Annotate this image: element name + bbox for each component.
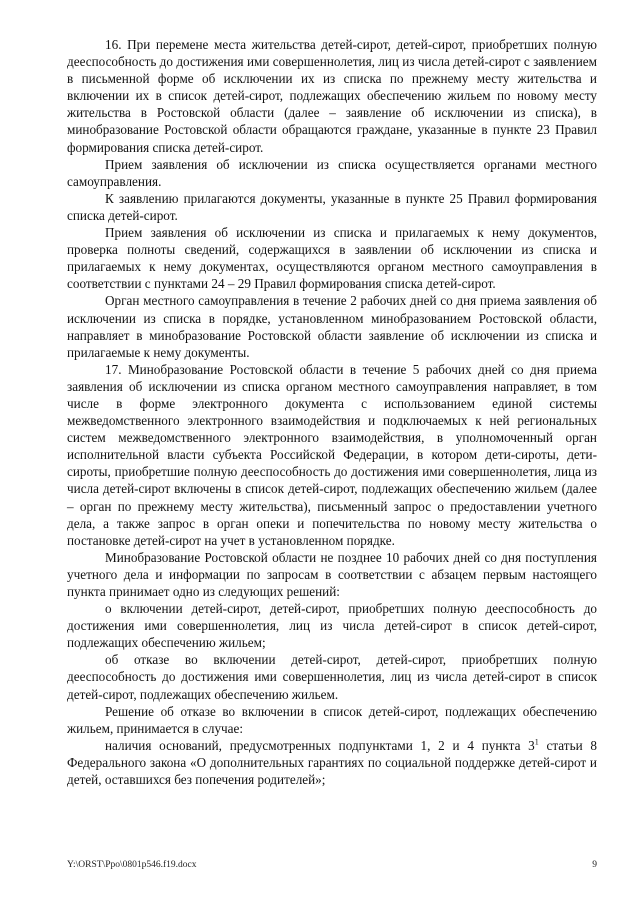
paragraph-17: 17. Минобразование Ростовской области в течение 5 рабочих дней со дня приема заявления об исключении из списка органом местного самоуправления направляет, в том числе в форме электронного документа с использованием единой системы межведомственного электронного взаимодействия и подключаемых к ней региональных систем межведомственного электронного взаимодействия, в уполномоченный орган исполнительной власти субъекта Российской Федерации, в котором дети-сироты, дети-сироты, приобретшие полную дееспособность до достижения ими совершеннолетия, лица из числа детей-сирот включены в список детей-сирот, подлежащих обеспечению жильем (далее – орган по прежнему месту жительства), письменный запрос о предоставлении учетного дела, а также запрос в орган опеки и попечительства по новому месту жительства о постановке детей-сирот на учет в установленном порядке.	[67, 361, 597, 548]
superscript: 1	[534, 737, 539, 747]
paragraph: о включении детей-сирот, детей-сирот, приобретших полную дееспособность до достижения ими совершеннолетия, лиц из числа детей-сирот в список детей-сирот, подлежащих обеспечению жильем;	[67, 601, 597, 651]
paragraph: Орган местного самоуправления в течение 2 рабочих дней со дня приема заявления об исключении из списка в порядке, установленном минобразованием Ростовской области, направляет в минобразование Ростовской области заявление об исключении из списка и прилагаемые к нему документы.	[67, 293, 597, 360]
paragraph: Минобразование Ростовской области не позднее 10 рабочих дней со дня поступления учетного дела и информации по запросам в соответствии с абзацем первым настоящего пункта принимает одно из следующих решений:	[67, 549, 597, 599]
paragraph: К заявлению прилагаются документы, указанные в пункте 25 Правил формирования списка детей-сирот.	[67, 190, 597, 223]
paragraph: об отказе во включении детей-сирот, детей-сирот, приобретших полную дееспособность до достижения ими совершеннолетия, лиц из числа детей-сирот в список детей-сирот, подлежащих обеспечению жильем.	[67, 652, 597, 702]
paragraph-text-end: статьи 8 Федерального закона «О дополнительных гарантиях по социальной поддержке детей-сирот и детей, оставшихся без попечения родителей»;	[67, 737, 597, 788]
paragraph-text-start: наличия оснований, предусмотренных подпунктами 1, 2 и 4 пункта 3	[105, 737, 535, 753]
document-body	[67, 36, 597, 788]
paragraph-with-footnote	[67, 737, 597, 788]
paragraph: Прием заявления об исключении из списка и прилагаемых к нему документов, проверка полноты сведений, содержащихся в заявлении об исключении из списка и прилагаемых к нему документах, осуществляются органом местного самоуправления в соответствии с пунктами 24 – 29 Правил формирования списка детей-сирот.	[67, 225, 597, 292]
paragraph: Прием заявления об исключении из списка осуществляется органами местного самоуправления.	[67, 156, 597, 189]
page-number: 9	[592, 860, 597, 870]
file-path: Y:\ORST\Ppo\0801p546.f19.docx	[67, 860, 197, 870]
paragraph-16: 16. При перемене места жительства детей-сирот, детей-сирот, приобретших полную дееспособность до достижения ими совершеннолетия, лиц из числа детей-сирот с заявлением в письменной форме об исключении их из списка по прежнему месту жительства и включении их в список детей-сирот, подлежащих обеспечению жильем по новому месту жительства в Ростовской области (далее – заявление об исключении из списка), в минобразование Ростовской области обращаются граждане, указанные в пункте 23 Правил формирования списка детей-сирот.	[67, 37, 597, 155]
paragraph: Решение об отказе во включении в список детей-сирот, подлежащих обеспечению жильем, принимается в случае:	[67, 703, 597, 736]
